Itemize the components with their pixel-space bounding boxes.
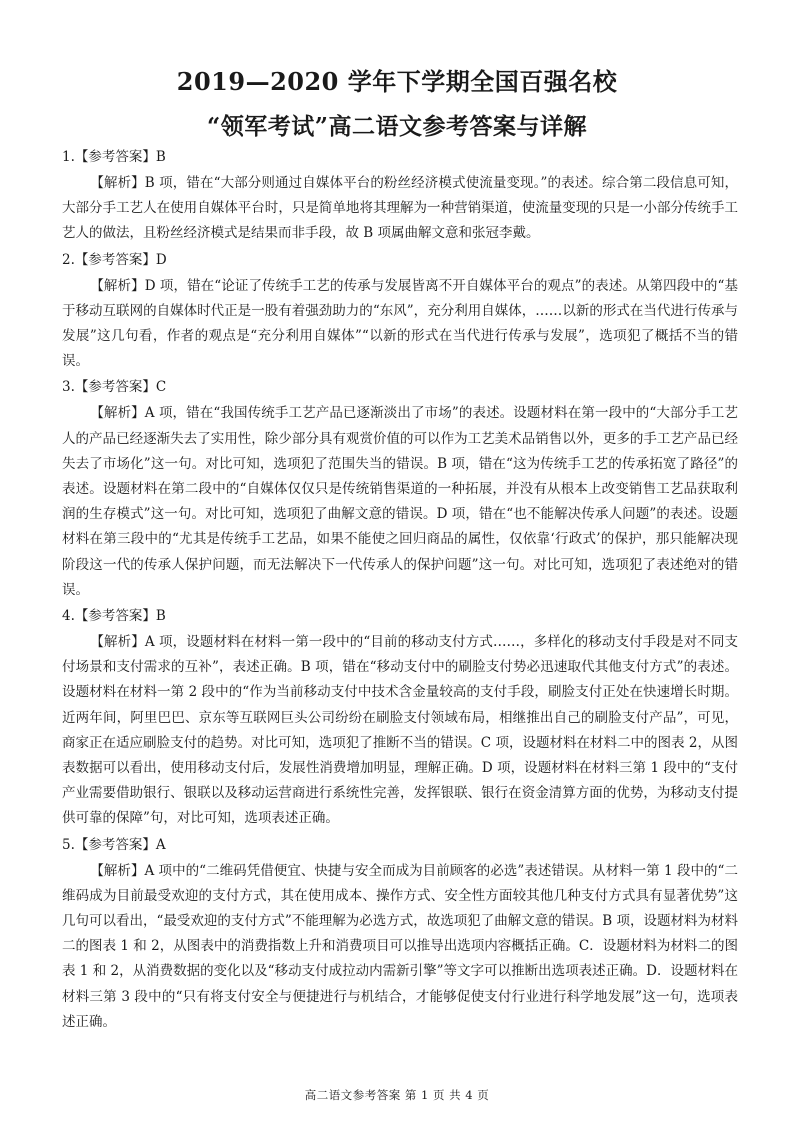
answer-key-4: 4.【参考答案】B	[62, 608, 166, 625]
answer-item-1	[62, 144, 738, 247]
answer-list	[62, 144, 738, 1035]
answer-analysis-5: 【解析】A 项中的“二维码凭借便宜、快捷与安全而成为目前顾客的必选”表述错误。从材料一第 1 段中的“二维码成为目前最受欢迎的支付方式，其在使用成本、操作方式、安全性方面较其他几种支付方式具有显著优势”这几句可以看出，“最受欢迎的支付方式”不能理解为必选方式，故选项犯了曲解文意的错误。B 项，设题材料为材料二的图表 1 和 2，从图表中的消费指数上升和消费项目可以推导出选项内容概括正确。C．设题材料为材料二的图表 1 和 2，从消费数据的变化以及“移动支付成拉动内需新引擎”等文字可以推断出选项表述正确。D．设题材料在材料三第 3 段中的“只有将支付安全与便捷进行与机结合，才能够促使支付行业进行科学地发展”这一句，选项表述正确。	[62, 862, 739, 1030]
answer-item-3	[62, 374, 738, 603]
document-title: 2019—2020 学年下学期全国百强名校	[176, 67, 618, 96]
answer-analysis-4: 【解析】A 项，设题材料在材料一第一段中的“目前的移动支付方式……，多样化的移动支付手段是对不同支付场景和支付需求的互补”，表述正确。B 项，错在“移动支付中的刷脸支付势必迅速取代其他支付方式”的表述。设题材料在材料一第 2 段中的“作为当前移动支付中技术含金量较高的支付手段，刷脸支付正处在快速增长时期。近两年间，阿里巴巴、京东等互联网巨头公司纷纷在刷脸支付领域布局，相继推出自己的刷脸支付产品”，可见，商家正在适应刷脸支付的趋势。对比可知，选项犯了推断不当的错误。C 项，设题材料在材料二中的图表 2，从图表数据可以看出，使用移动支付后，发展性消费增加明显，理解正确。D 项，设题材料在材料三第 1 段中的“支付产业需要借助银行、银联以及移动运营商进行系统性完善，发挥银联、银行在资金清算方面的优势，为移动支付提供可靠的保障”句，对比可知，选项表述正确。	[62, 634, 738, 827]
page-footer: 高二语文参考答案 第 1 页 共 4 页	[304, 1088, 490, 1102]
document-subtitle: “领军考试”高二语文参考答案与详解	[207, 113, 587, 140]
answer-analysis-3: 【解析】A 项，错在“我国传统手工艺产品已逐渐淡出了市场”的表述。设题材料在第一段中的“大部分手工艺人的产品已经逐渐失去了实用性，除少部分具有观赏价值的可以作为工艺美术品销售以外，更多的手工艺产品已经失去了市场化”这一句。对比可知，选项犯了范围失当的错误。B 项，错在“这为传统手工艺的传承拓宽了路径”的表述。设题材料在第二段中的“自媒体仅仅只是传统销售渠道的一种拓展，并没有从根本上改变销售工艺品获取利润的生存模式”这一句。对比可知，选项犯了曲解文意的错误。D 项，错在“也不能解决传承人问题”的表述。设题材料在第三段中的“尤其是传统手工艺品，如果不能使之回归商品的属性，仅依靠‘行政式’的保护，那只能解决现阶段这一代的传承人保护问题，而无法解决下一代传承人的保护问题”这一句。对比可知，选项犯了表述绝对的错误。	[62, 405, 738, 598]
answer-key-3: 3.【参考答案】C	[62, 379, 167, 396]
answer-item-4	[62, 603, 738, 832]
answer-key-5: 5.【参考答案】A	[62, 836, 166, 853]
answer-item-2	[62, 247, 738, 375]
answer-key-2: 2.【参考答案】D	[62, 251, 167, 268]
answer-analysis-1: 【解析】B 项，错在“大部分则通过自媒体平台的粉丝经济模式使流量变现。”的表述。综合第二段信息可知，大部分手工艺人在使用自媒体平台时，只是简单地将其理解为一种营销渠道，使流量变现的只是一小部分传统手工艺人的做法，且粉丝经济模式是结果而非手段，故 B 项属曲解文意和张冠李戴。	[62, 175, 738, 242]
answer-analysis-2: 【解析】D 项，错在“论证了传统手工艺的传承与发展皆离不开自媒体平台的观点”的表述。从第四段中的“基于移动互联网的自媒体时代正是一股有着强劲助力的“东风”，充分利用自媒体，……以新的形式在当代进行传承与发展”这几句看，作者的观点是“充分利用自媒体”“以新的形式在当代进行传承与发展”，选项犯了概括不当的错误。	[62, 277, 738, 370]
answer-key-1: 1.【参考答案】B	[62, 149, 166, 165]
answer-item-5	[62, 832, 738, 1035]
